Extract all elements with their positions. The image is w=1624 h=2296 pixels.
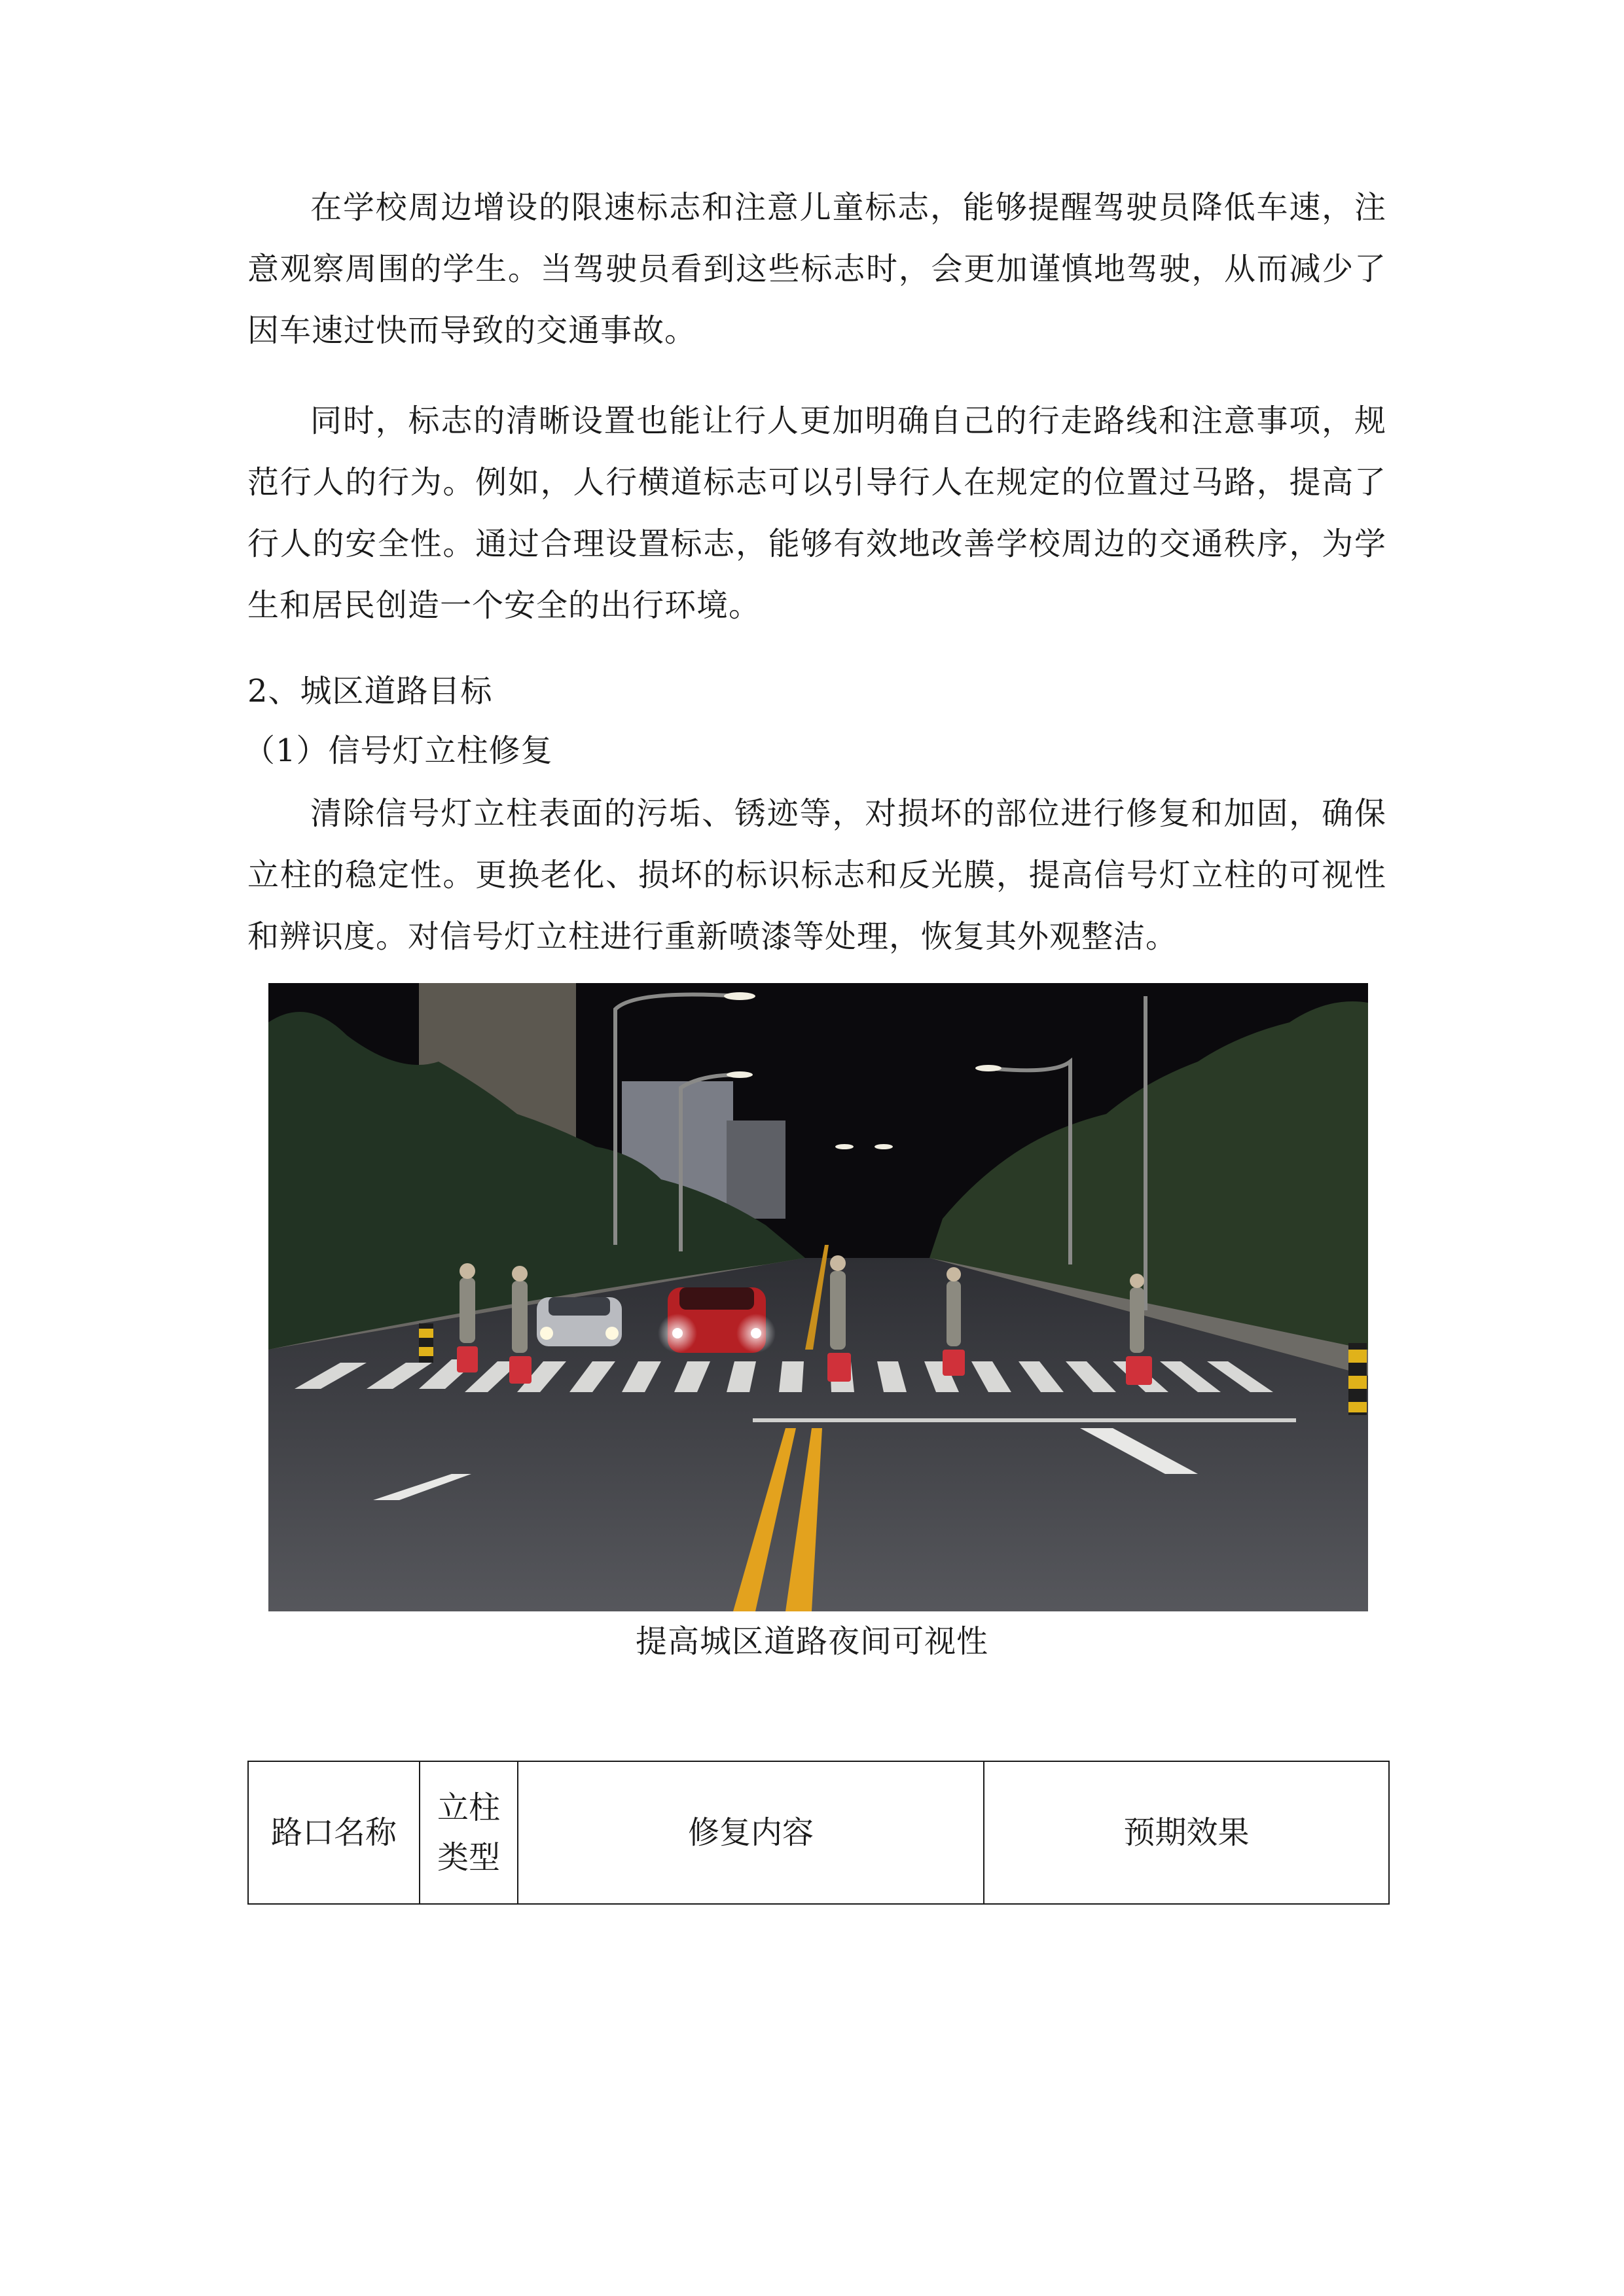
repair-table bbox=[247, 1761, 1390, 1905]
section-heading: 2、城区道路目标 bbox=[247, 673, 493, 709]
table-header-row bbox=[248, 1761, 1389, 1904]
bollard-right bbox=[1348, 1343, 1367, 1415]
red-car bbox=[658, 1287, 776, 1353]
figure-caption: 提高城区道路夜间可视性 bbox=[635, 1623, 988, 1660]
header-repair-content: 修复内容 bbox=[518, 1761, 984, 1904]
header-expected-effect: 预期效果 bbox=[984, 1761, 1389, 1904]
header-intersection-name: 路口名称 bbox=[248, 1761, 420, 1904]
night-road-illustration bbox=[268, 983, 1368, 1611]
bollard-left bbox=[419, 1323, 433, 1363]
paragraph-pole-repair: 清除信号灯立柱表面的污垢、锈迹等，对损坏的部位进行修复和加固，确保立柱的稳定性。更换老化、损坏的标识标志和反光膜，提高信号灯立柱的可视性和辨识度。对信号灯立柱进行重新喷漆等处理，恢复其外观整洁。 bbox=[247, 795, 1386, 955]
header-pole-type: 立柱类型 bbox=[420, 1761, 518, 1904]
subsection-heading: （1）信号灯立柱修复 bbox=[244, 732, 553, 769]
white-car bbox=[537, 1297, 622, 1346]
paragraph-pedestrian-signs: 同时，标志的清晰设置也能让行人更加明确自己的行走路线和注意事项，规范行人的行为。例如，人行横道标志可以引导行人在规定的位置过马路，提高了行人的安全性。通过合理设置标志，能够有效地改善学校周边的交通秩序，为学生和居民创造一个安全的出行环境。 bbox=[247, 403, 1386, 624]
night-road-photo bbox=[268, 983, 1368, 1611]
building-left-far bbox=[727, 1121, 785, 1219]
paragraph-school-signs: 在学校周边增设的限速标志和注意儿童标志，能够提醒驾驶员降低车速，注意观察周围的学生。当驾驶员看到这些标志时，会更加谨慎地驾驶，从而减少了因车速过快而导致的交通事故。 bbox=[247, 189, 1386, 349]
